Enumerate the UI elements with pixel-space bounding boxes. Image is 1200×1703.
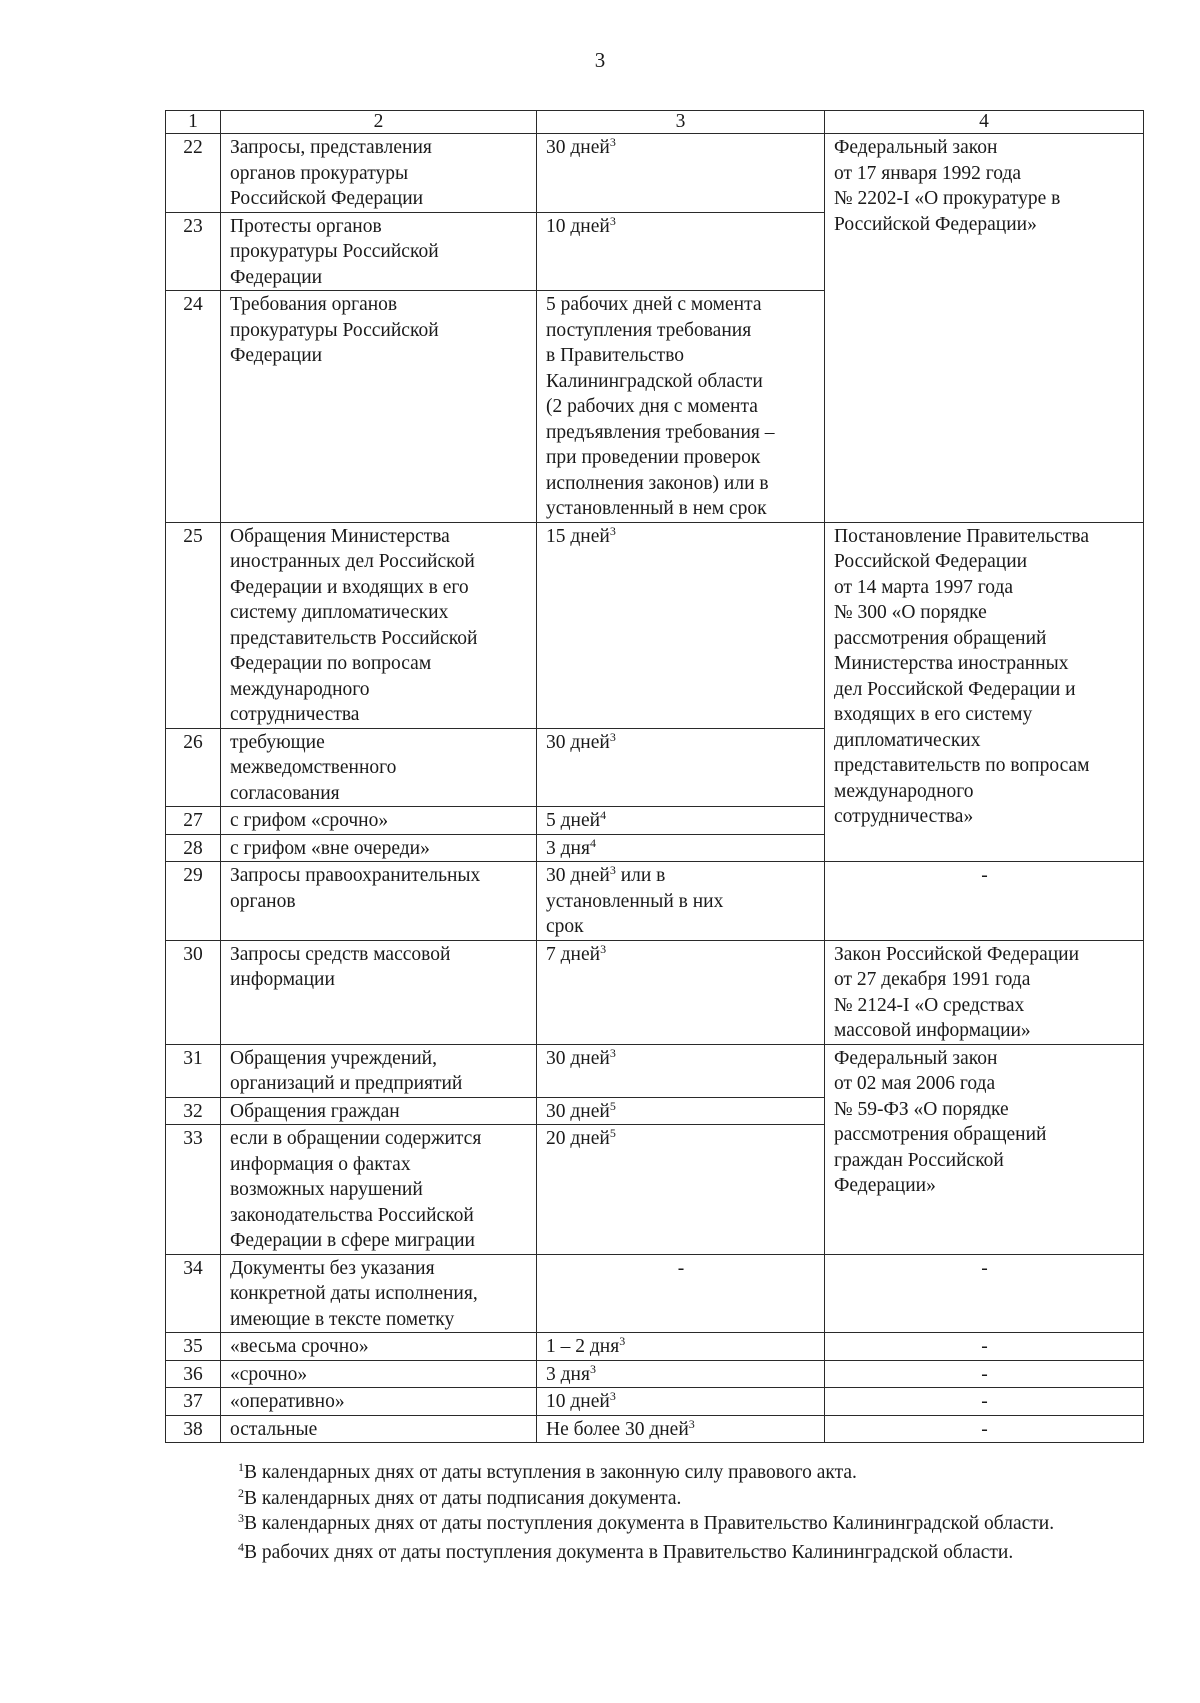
footnote-ref: 5 — [609, 1126, 616, 1140]
footnote — [165, 1511, 1143, 1537]
header-cell-2: 2 — [221, 111, 537, 134]
row-number: 33 — [166, 1125, 221, 1255]
footnote-marker: 2 — [238, 1485, 244, 1500]
footnote-ref: 3 — [609, 135, 616, 149]
deadline-cell — [537, 728, 825, 807]
row-number: 36 — [166, 1360, 221, 1388]
table-row — [166, 862, 1144, 941]
legal-basis-cell: Закон Российской Федерации от 27 декабря 1991 года № 2124-I «О средствах массовой информации» — [825, 940, 1144, 1044]
footnote-ref: 3 — [609, 1389, 616, 1403]
footnote-ref: 3 — [688, 1416, 695, 1431]
footnote-text: В рабочих днях от даты поступления документа в Правительство Калининградской области. — [244, 1541, 1014, 1563]
table-row — [166, 1333, 1144, 1361]
footnote-ref: 3 — [609, 863, 616, 877]
deadline-cell — [537, 212, 825, 291]
header-cell-1: 1 — [166, 111, 221, 134]
row-number: 38 — [166, 1415, 221, 1443]
header-cell-3: 3 — [537, 111, 825, 134]
footnote-text: В календарных днях от даты поступления документа в Правительство Калининградской области. — [244, 1513, 1055, 1534]
legal-basis-cell: - — [825, 1415, 1144, 1443]
document-type-cell: Обращения граждан — [221, 1097, 537, 1125]
deadline-cell — [537, 134, 825, 213]
deadline-text: 7 дней — [546, 943, 601, 965]
document-type-cell: требующие межведомственного согласования — [221, 728, 537, 807]
footnote — [165, 1486, 1143, 1512]
table-row — [166, 1254, 1144, 1333]
row-number: 22 — [166, 134, 221, 213]
deadline-text: 30 дней — [546, 865, 610, 886]
footnote — [165, 1460, 1143, 1486]
document-type-cell: с грифом «срочно» — [221, 807, 537, 835]
deadline-text: 30 дней — [546, 137, 610, 158]
deadline-text: 5 дней — [546, 810, 601, 831]
document-type-cell: с грифом «вне очереди» — [221, 834, 537, 862]
legal-basis-cell: Федеральный закон от 17 января 1992 года № 2202-I «О прокуратуре в Российской Федерации» — [825, 134, 1144, 523]
document-type-cell: «оперативно» — [221, 1388, 537, 1416]
legal-basis-cell: - — [825, 1333, 1144, 1361]
footnote-ref: 3 — [589, 1361, 596, 1376]
legal-basis-cell: - — [825, 1254, 1144, 1333]
deadline-text: Не более 30 дней — [546, 1418, 689, 1440]
footnote-ref: 4 — [589, 835, 596, 850]
deadline-text: 3 дня — [546, 1363, 590, 1385]
document-type-cell: Требования органов прокуратуры Российской Федерации — [221, 291, 537, 523]
document-type-cell: Обращения Министерства иностранных дел Российской Федерации и входящих в его систему дипломатических представительств Российской Федерации по вопросам международного сотрудничества — [221, 522, 537, 728]
deadline-text: 30 дней — [546, 731, 610, 753]
document-type-cell: «весьма срочно» — [221, 1333, 537, 1361]
legal-basis-cell: Постановление Правительства Российской Федерации от 14 марта 1997 года № 300 «О порядке рассмотрения обращений Министерства иностранных дел Российской Федерации и входящих в его систему дипломатических представительств по вопросам международного сотрудничества» — [825, 522, 1144, 862]
document-type-cell: Документы без указания конкретной даты исполнения, имеющие в тексте пометку — [221, 1254, 537, 1333]
row-number: 37 — [166, 1388, 221, 1416]
footnote-ref: 4 — [600, 808, 607, 822]
table-row — [166, 940, 1144, 1044]
document-type-cell: Обращения учреждений, организаций и предприятий — [221, 1044, 537, 1097]
row-number: 23 — [166, 212, 221, 291]
footnote-marker: 3 — [238, 1511, 244, 1525]
row-number: 28 — [166, 834, 221, 862]
footnote — [165, 1540, 1143, 1566]
footnotes — [165, 1460, 1143, 1565]
footnote-ref: 3 — [619, 1334, 626, 1348]
row-number: 25 — [166, 522, 221, 728]
footnote-ref: 5 — [609, 1098, 616, 1113]
footnote-ref: 3 — [600, 941, 607, 956]
table-row — [166, 522, 1144, 728]
legal-basis-cell: - — [825, 1360, 1144, 1388]
deadline-cell — [537, 1097, 825, 1125]
row-number: 30 — [166, 940, 221, 1044]
legal-basis-cell: - — [825, 1388, 1144, 1416]
row-number: 31 — [166, 1044, 221, 1097]
deadline-cell — [537, 1333, 825, 1361]
deadline-text: 30 дней — [546, 1100, 610, 1122]
deadline-cell: 5 рабочих дней с момента поступления требования в Правительство Калининградской области (2 рабочих дня с момента предъявления требования – при проведении проверок исполнения законов) или в установленный в нем срок — [537, 291, 825, 523]
footnote-text: В календарных днях от даты подписания документа. — [244, 1487, 682, 1509]
document-type-cell: Запросы правоохранительных органов — [221, 862, 537, 941]
row-number: 27 — [166, 807, 221, 835]
row-number: 24 — [166, 291, 221, 523]
page-number: 3 — [594, 48, 606, 72]
document-type-cell: остальные — [221, 1415, 537, 1443]
deadline-text: 3 дня — [546, 837, 590, 859]
footnote-ref: 3 — [609, 213, 616, 228]
footnote-marker: 4 — [238, 1539, 244, 1554]
table-row — [166, 1415, 1144, 1443]
row-number: 26 — [166, 728, 221, 807]
footnote-marker: 1 — [238, 1460, 244, 1474]
table-row — [166, 1388, 1144, 1416]
deadline-cell — [537, 1360, 825, 1388]
footnote-text: В календарных днях от даты вступления в законную силу правового акта. — [244, 1462, 857, 1483]
deadline-cell — [537, 1044, 825, 1097]
document-type-cell: Запросы, представления органов прокуратуры Российской Федерации — [221, 134, 537, 213]
deadline-cell — [537, 834, 825, 862]
row-number: 34 — [166, 1254, 221, 1333]
legal-basis-cell: - — [825, 862, 1144, 941]
deadline-cell — [537, 1415, 825, 1443]
deadline-text: 30 дней — [546, 1047, 610, 1069]
deadline-cell — [537, 1388, 825, 1416]
document-type-cell: Запросы средств массовой информации — [221, 940, 537, 1044]
row-number: 29 — [166, 862, 221, 941]
legal-basis-cell: Федеральный закон от 02 мая 2006 года № 59-ФЗ «О порядке рассмотрения обращений граждан Российской Федерации» — [825, 1044, 1144, 1254]
document-type-cell: «срочно» — [221, 1360, 537, 1388]
header-cell-4: 4 — [825, 111, 1144, 134]
footnote-ref: 3 — [609, 523, 616, 538]
document-type-cell: Протесты органов прокуратуры Российской Федерации — [221, 212, 537, 291]
deadline-cell — [537, 862, 825, 941]
deadline-cell — [537, 1125, 825, 1255]
deadline-text: 15 дней — [546, 525, 610, 547]
row-number: 32 — [166, 1097, 221, 1125]
deadline-cell: - — [537, 1254, 825, 1333]
row-number: 35 — [166, 1333, 221, 1361]
deadline-cell — [537, 940, 825, 1044]
deadline-text: 10 дней — [546, 215, 610, 237]
deadline-text: 20 дней — [546, 1128, 610, 1149]
deadline-cell — [537, 807, 825, 835]
deadline-text: 10 дней — [546, 1391, 610, 1412]
deadline-extra-text: или в установленный в них срок — [546, 865, 724, 937]
deadline-text: 1 – 2 дня — [546, 1336, 620, 1357]
table-row — [166, 1360, 1144, 1388]
table-row — [166, 134, 1144, 213]
footnote-ref: 3 — [609, 729, 616, 744]
document-type-cell: если в обращении содержится информация о фактах возможных нарушений законодательства Российской Федерации в сфере миграции — [221, 1125, 537, 1255]
table-header-row — [166, 111, 1144, 134]
deadlines-table — [165, 110, 1144, 1443]
deadline-cell — [537, 522, 825, 728]
footnote-ref: 3 — [609, 1045, 616, 1060]
table-row — [166, 1044, 1144, 1097]
